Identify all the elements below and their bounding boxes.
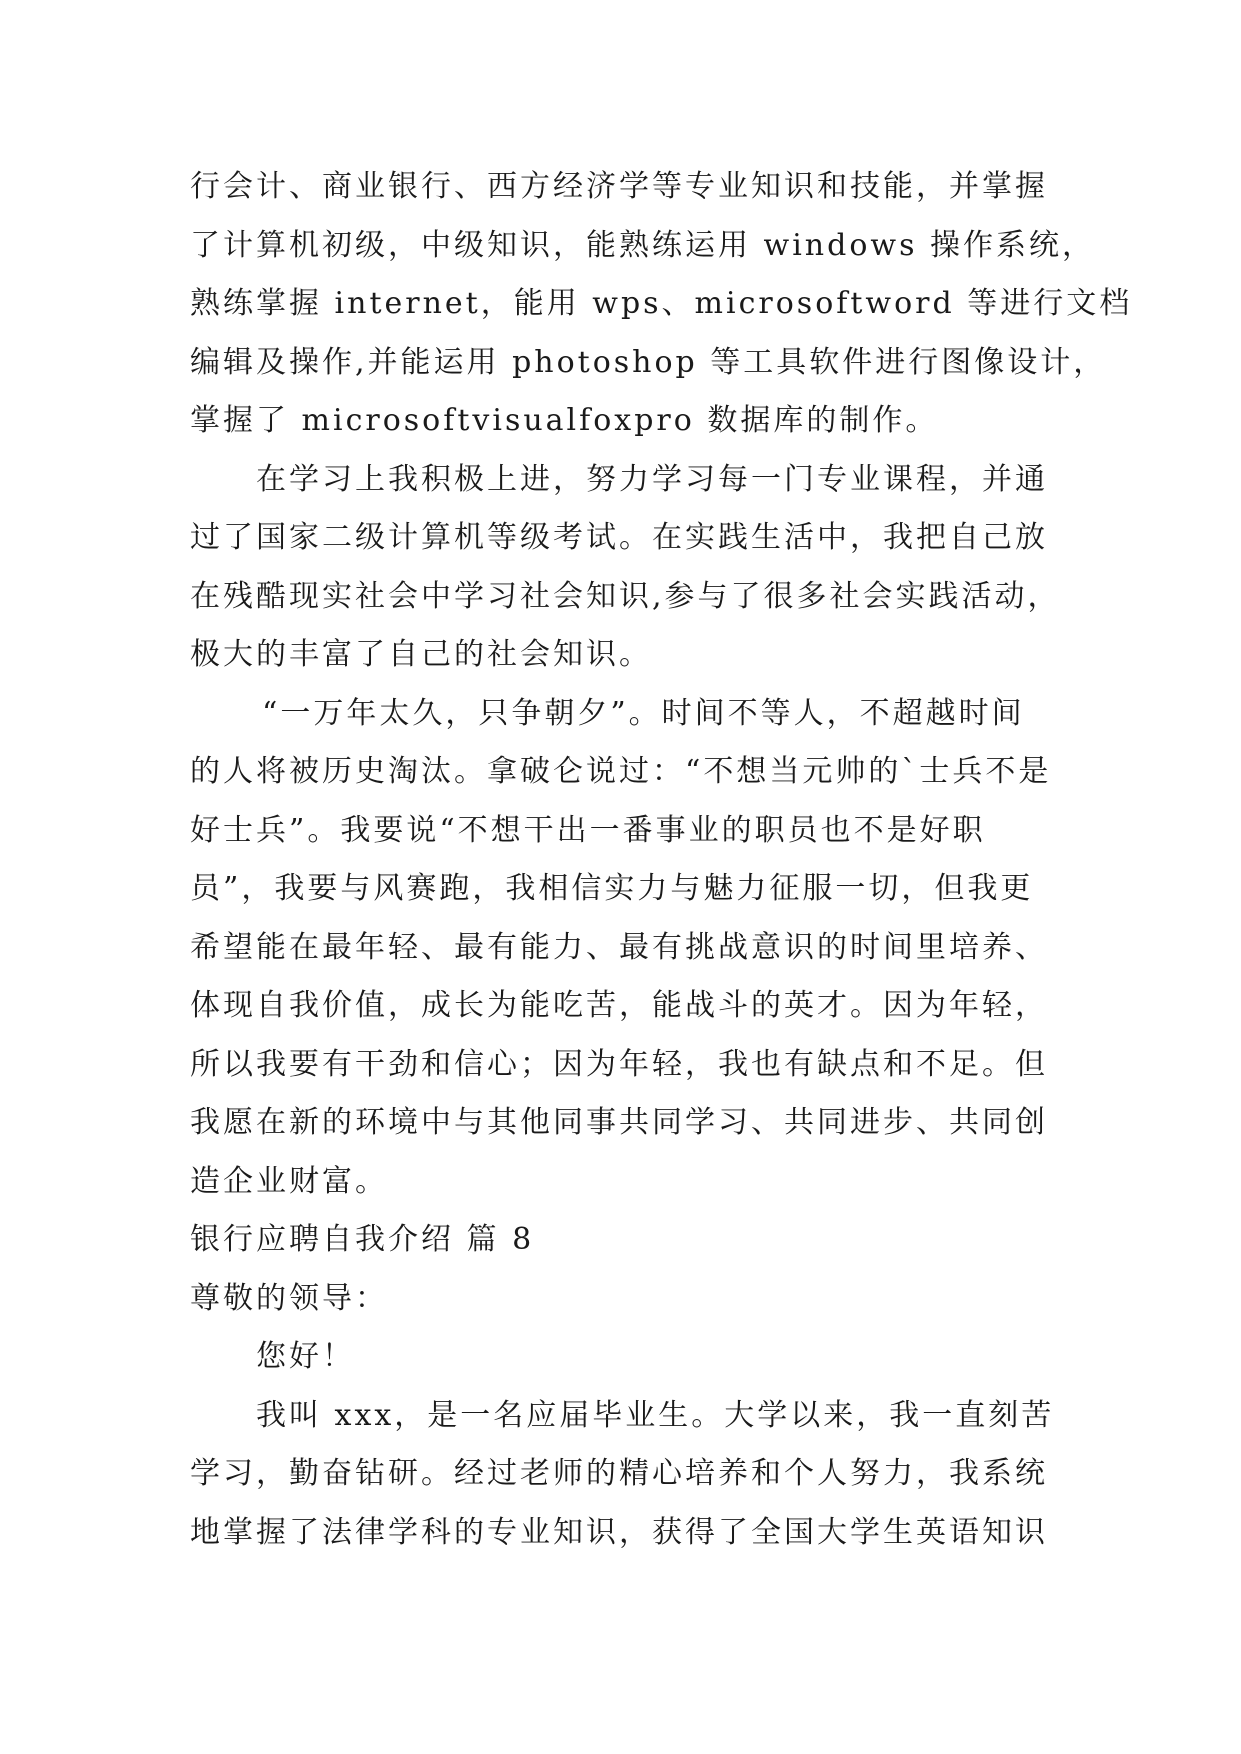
section-title: 银行应聘自我介绍 篇 8 [190,1222,535,1257]
text-line: 我愿在新的环境中与其他同事共同学习、共同进步、共同创 [190,1105,1048,1140]
paragraph-ambition [190,685,1062,1212]
text-line: 体现自我价值，成长为能吃苦，能战斗的英才。因为年轻， [190,988,1048,1023]
text-line: 熟练掌握 internet，能用 wps、microsoftword 等进行文档 [190,286,1133,321]
text-line: 了计算机初级，中级知识，能熟练运用 windows 操作系统， [190,227,1096,263]
greeting: 您好！ [256,1339,355,1374]
text-line: 掌握了 microsoftvisualfoxpro 数据库的制作。 [190,403,939,438]
text-line: 地掌握了法律学科的专业知识，获得了全国大学生英语知识 [190,1514,1048,1550]
text-line: 过了国家二级计算机等级考试。在实践生活中，我把自己放 [190,520,1048,555]
paragraph-study [190,451,1062,685]
text-line: 希望能在最年轻、最有能力、最有挑战意识的时间里培养、 [190,929,1048,965]
text-line: 编辑及操作,并能运用 photoshop 等工具软件进行图像设计， [190,344,1107,380]
text-line: 好士兵”。我要说“不想干出一番事业的职员也不是好职 [190,812,986,848]
paragraph-skills [190,158,1133,451]
text-line: 的人将被历史淘汰。拿破仑说过：“不想当元帅的`士兵不是 [190,754,1052,789]
text-line: 行会计、商业银行、西方经济学等专业知识和技能，并掌握 [190,169,1048,204]
text-line: 极大的丰富了自己的社会知识。 [190,637,652,672]
text-line: 造企业财富。 [190,1163,388,1199]
salutation: 尊敬的领导： [190,1280,388,1316]
text-line: 学习，勤奋钻研。经过老师的精心培养和个人努力，我系统 [190,1456,1048,1491]
paragraph-introduction [190,1387,1062,1563]
text-line: 在学习上我积极上进，努力学习每一门专业课程，并通 [256,461,1048,497]
text-line: “一万年太久，只争朝夕”。时间不等人，不超越时间 [262,695,1025,731]
text-line: 所以我要有干劲和信心；因为年轻，我也有缺点和不足。但 [190,1046,1048,1082]
text-line: 我叫 xxx，是一名应届毕业生。大学以来，我一直刻苦 [256,1397,1055,1433]
text-line: 员”，我要与风赛跑，我相信实力与魅力征服一切，但我更 [190,871,1034,906]
document-page [190,158,1133,1562]
text-line: 在残酷现实社会中学习社会知识,参与了很多社会实践活动， [190,578,1061,614]
